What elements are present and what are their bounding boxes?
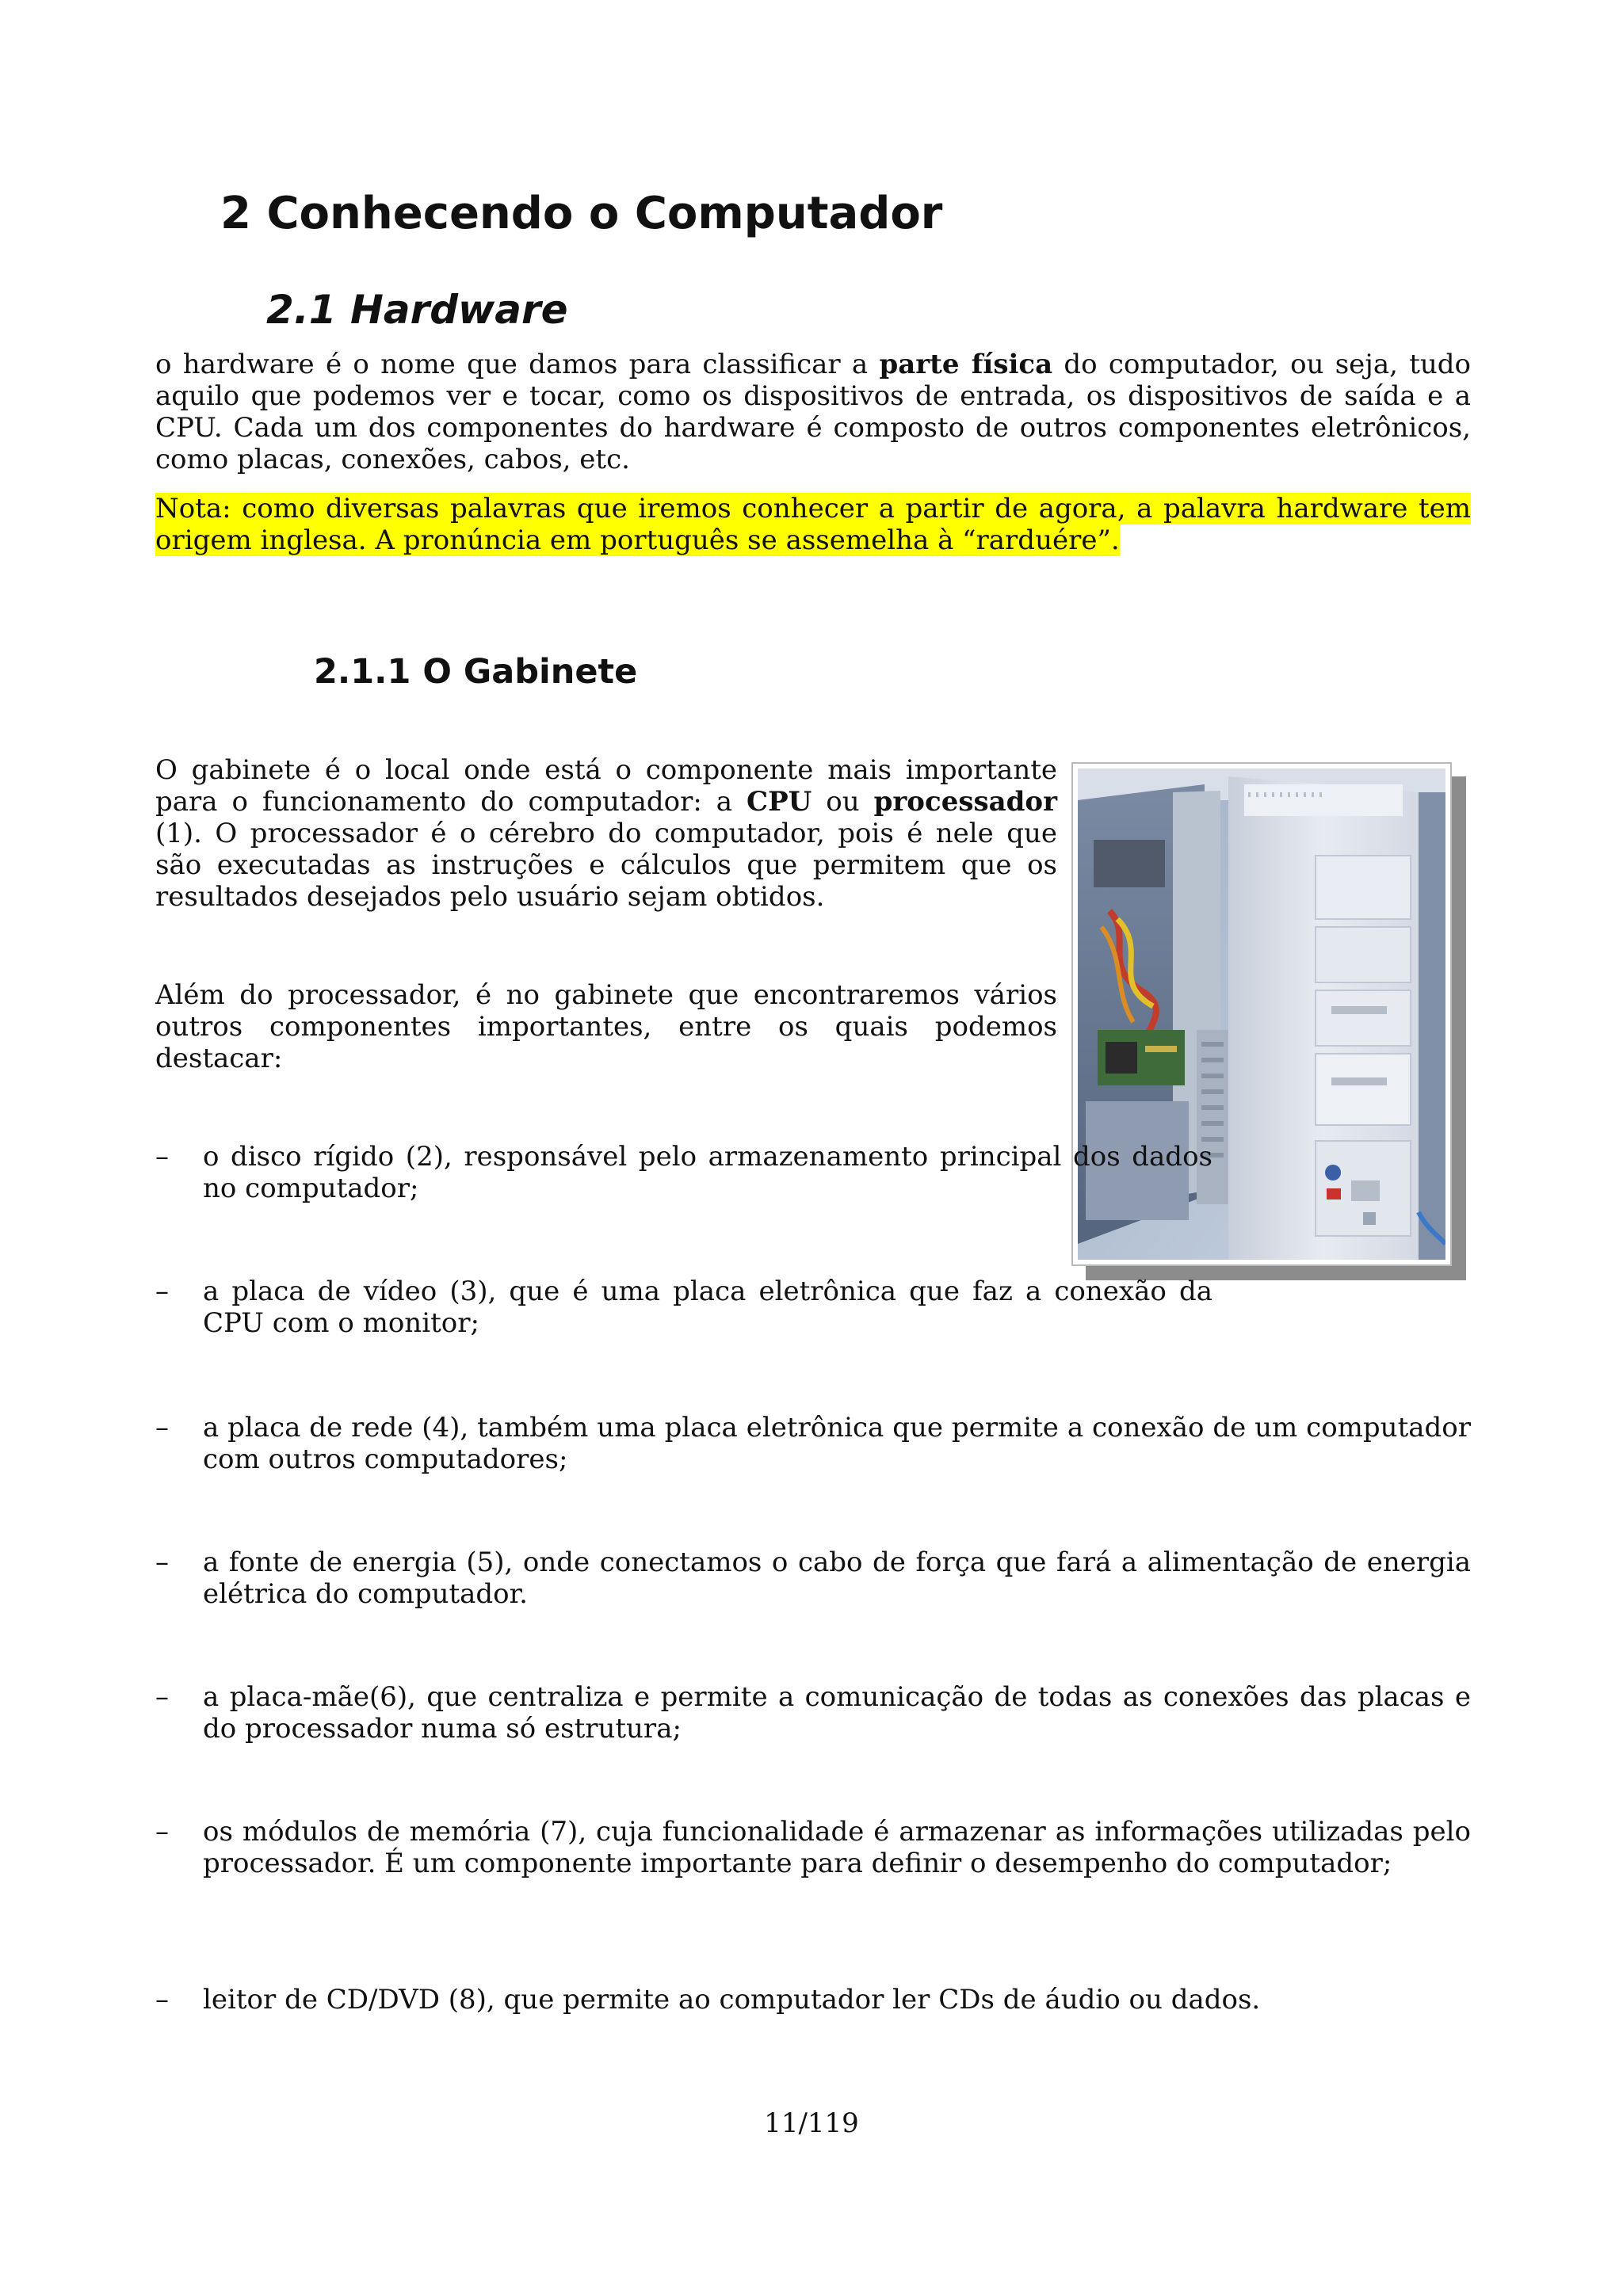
processador-bold: processador (873, 786, 1058, 818)
list-marker: – (155, 1412, 169, 1444)
list-marker: – (155, 1141, 169, 1173)
list-item-text: a fonte de energia (5), onde conectamos o cabo de força que fará a alimentação de energia elétrica do computador. (203, 1547, 1471, 1610)
chapter-title: 2 Conhecendo o Computador (220, 188, 943, 239)
cpu-bold: CPU (747, 786, 812, 818)
list-marker: – (155, 1276, 169, 1307)
subsection-title: 2.1.1 O Gabinete (314, 652, 638, 692)
hardware-intro-paragraph (155, 349, 1471, 475)
gabinete-paragraph (155, 754, 1057, 913)
list-item-text: a placa-mãe(6), que centraliza e permite a comunicação de todas as conexões das placas e do processador numa só estrutura; (203, 1681, 1471, 1745)
page-number: 11/119 (764, 2107, 859, 2139)
list-item-text: os módulos de memória (7), cuja funcionalidade é armazenar as informações utilizadas pelo processador. É um componente importante para definir o desempenho do computador; (203, 1816, 1471, 1879)
gabinete-text-3: (1). O processador é o cérebro do computador, pois é nele que são executadas as instruções e cálculos que permitem que os resultados desejados pelo usuário sejam obtidos. (155, 818, 1057, 913)
list-marker: – (155, 1547, 169, 1578)
note-paragraph (155, 493, 1471, 556)
intro-text-before: o hardware é o nome que damos para classificar a (155, 349, 880, 380)
list-marker: – (155, 1816, 169, 1848)
list-item-text: leitor de CD/DVD (8), que permite ao computador ler CDs de áudio ou dados. (203, 1984, 1261, 2016)
list-item-text: a placa de vídeo (3), que é uma placa eletrônica que faz a conexão da CPU com o monitor; (203, 1276, 1212, 1339)
intro-text-after: do computador, ou seja, tudo aquilo que podemos ver e tocar, como os dispositivos de entrada, os dispositivos de saída e a CPU. Cada um dos componentes do hardware é composto de outros componentes eletrônicos, como placas, conexões, cabos, etc. (155, 349, 1471, 475)
intro-bold-term: parte física (879, 349, 1053, 380)
list-marker: – (155, 1681, 169, 1713)
highlighted-note: Nota: como diversas palavras que iremos conhecer a partir de agora, a palavra hardware tem origem inglesa. A pronúncia em português se assemelha à “rarduére”. (155, 493, 1471, 556)
components-intro-paragraph: Além do processador, é no gabinete que encontraremos vários outros componentes importantes, entre os quais podemos destacar: (155, 979, 1057, 1074)
gabinete-text-1: O gabinete é o local onde está o componente mais importante para o funcionamento do computador: a (155, 754, 1057, 818)
list-marker: – (155, 1984, 169, 2016)
list-item-text: o disco rígido (2), responsável pelo armazenamento principal dos dados no computador; (203, 1141, 1212, 1204)
list-item-text: a placa de rede (4), também uma placa eletrônica que permite a conexão de um computador com outros computadores; (203, 1412, 1471, 1475)
gabinete-text-2: ou (812, 786, 874, 818)
section-title: 2.1 Hardware (266, 287, 568, 333)
